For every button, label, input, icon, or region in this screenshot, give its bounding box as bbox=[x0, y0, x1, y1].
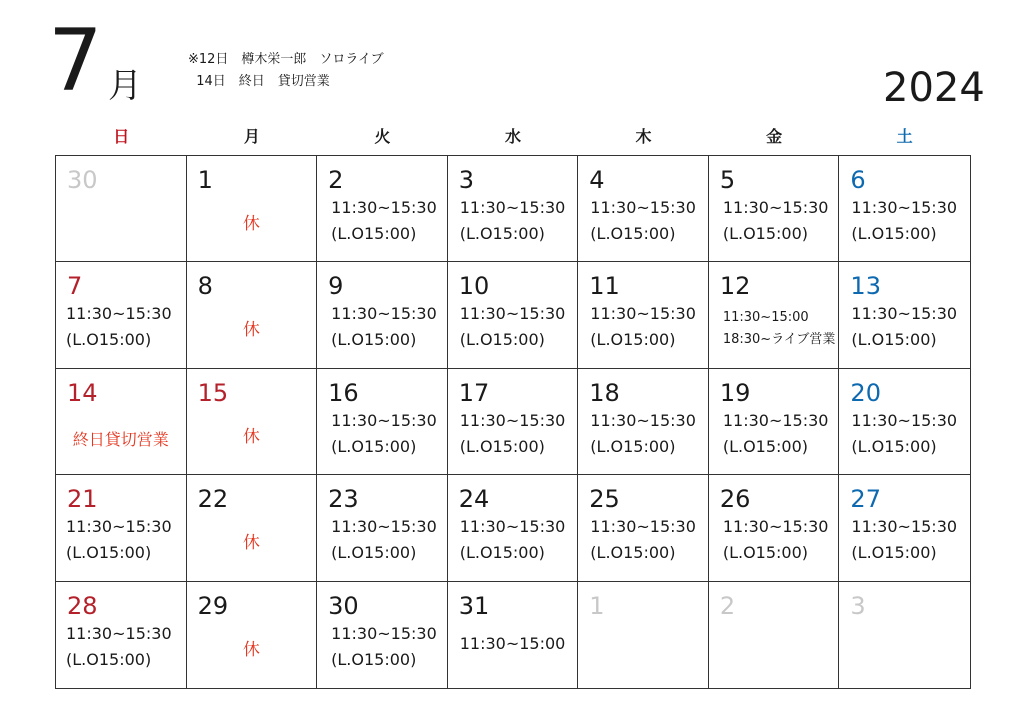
month-number: 7 bbox=[48, 11, 103, 111]
day-number: 3 bbox=[850, 591, 866, 620]
day-number: 11 bbox=[589, 272, 620, 301]
business-hours: 11:30~15:30 bbox=[459, 410, 566, 430]
day-number: 16 bbox=[328, 378, 359, 407]
day-number: 1 bbox=[197, 166, 213, 194]
business-hours: 11:30~15:30 bbox=[331, 517, 437, 537]
calendar-day-cell bbox=[709, 582, 840, 688]
last-order: (L.O15:00) bbox=[722, 224, 809, 243]
business-hours: 11:30~15:30 bbox=[722, 517, 829, 537]
day-number: 13 bbox=[850, 272, 881, 301]
note-line-1: ※12日 樽木栄一郎 ソロライブ bbox=[188, 52, 384, 67]
calendar-day-cell bbox=[187, 369, 318, 475]
day-number: 29 bbox=[197, 591, 229, 620]
day-number: 4 bbox=[589, 166, 605, 194]
year: 2024 bbox=[883, 65, 985, 111]
day-number: 31 bbox=[458, 591, 490, 620]
calendar-day-cell bbox=[578, 262, 709, 368]
weekday-fri: 金 bbox=[766, 127, 783, 146]
calendar-day-cell bbox=[578, 156, 709, 262]
business-hours: 11:30~15:30 bbox=[459, 198, 566, 217]
day-number: 8 bbox=[197, 272, 213, 301]
calendar-day-cell bbox=[578, 475, 709, 581]
calendar-day-cell bbox=[56, 156, 187, 262]
calendar-day-cell bbox=[448, 369, 579, 475]
day-number: 21 bbox=[67, 485, 98, 514]
last-order: (L.O15:00) bbox=[459, 436, 545, 456]
calendar-day-cell bbox=[317, 156, 448, 262]
closed-label: 休 bbox=[242, 214, 260, 234]
calendar-day-cell bbox=[56, 369, 187, 475]
closed-label: 休 bbox=[242, 320, 260, 341]
day-number: 24 bbox=[458, 485, 490, 514]
calendar-day-cell bbox=[448, 156, 579, 262]
last-order: (L.O15:00) bbox=[851, 436, 937, 456]
business-hours: 11:30~15:30 bbox=[851, 198, 958, 217]
last-order: (L.O15:00) bbox=[459, 330, 545, 350]
last-order: (L.O15:00) bbox=[331, 330, 417, 350]
business-hours: 11:30~15:30 bbox=[590, 517, 696, 537]
calendar-day-cell bbox=[448, 475, 579, 581]
calendar-grid bbox=[55, 155, 971, 689]
business-hours: 11:30~15:30 bbox=[590, 410, 696, 430]
calendar-day-cell bbox=[187, 156, 318, 262]
business-hours: 11:30~15:30 bbox=[331, 304, 437, 324]
calendar-day-cell bbox=[56, 582, 187, 688]
calendar-day-cell bbox=[187, 475, 318, 581]
day-number: 5 bbox=[719, 166, 736, 194]
weekday-header-row bbox=[56, 124, 970, 152]
business-hours: 11:30~15:30 bbox=[851, 517, 958, 537]
weekday-tue: 火 bbox=[374, 127, 391, 146]
business-hours: 11:30~15:30 bbox=[459, 304, 566, 324]
last-order: (L.O15:00) bbox=[331, 649, 417, 669]
calendar-day-cell bbox=[709, 156, 840, 262]
calendar-day-cell bbox=[709, 262, 840, 368]
calendar-day-cell bbox=[709, 369, 840, 475]
calendar-day-cell bbox=[839, 475, 970, 581]
last-order: (L.O15:00) bbox=[722, 543, 809, 563]
last-order: (L.O15:00) bbox=[66, 649, 152, 669]
calendar-day-cell bbox=[317, 475, 448, 581]
calendar-day-cell bbox=[317, 262, 448, 368]
business-hours: 11:30~15:30 bbox=[459, 517, 566, 537]
day-number: 30 bbox=[328, 591, 359, 620]
last-order: (L.O15:00) bbox=[590, 436, 676, 456]
month-kanji: 月 bbox=[108, 66, 142, 106]
business-hours: 11:30~15:30 bbox=[331, 410, 437, 430]
business-hours: 11:30~15:30 bbox=[722, 198, 829, 217]
last-order: (L.O15:00) bbox=[851, 224, 937, 243]
day-number: 10 bbox=[458, 272, 490, 301]
business-hours: 11:30~15:30 bbox=[722, 410, 829, 430]
last-order: (L.O15:00) bbox=[590, 330, 676, 350]
last-order: (L.O15:00) bbox=[459, 543, 545, 563]
closed-label: 休 bbox=[242, 533, 260, 554]
calendar-day-cell bbox=[839, 262, 970, 368]
weekday-sun: 日 bbox=[113, 127, 130, 146]
last-order: (L.O15:00) bbox=[590, 543, 676, 563]
business-hours: 11:30~15:30 bbox=[590, 304, 696, 324]
calendar-day-cell bbox=[578, 369, 709, 475]
last-order: (L.O15:00) bbox=[331, 224, 417, 243]
day-number: 27 bbox=[850, 485, 881, 514]
weekday-mon: 月 bbox=[243, 127, 260, 146]
private-booking-label: 終日貸切営業 bbox=[72, 429, 169, 449]
day-number: 12 bbox=[719, 272, 751, 301]
last-order: (L.O15:00) bbox=[459, 224, 545, 243]
calendar-day-cell bbox=[448, 262, 579, 368]
day-number: 2 bbox=[719, 591, 736, 620]
closed-label: 休 bbox=[242, 639, 260, 660]
day-number: 25 bbox=[589, 485, 620, 514]
calendar-day-cell bbox=[578, 582, 709, 688]
business-hours: 11:30~15:30 bbox=[66, 304, 172, 324]
calendar-day-cell bbox=[317, 582, 448, 688]
last-order: (L.O15:00) bbox=[331, 543, 417, 563]
closed-label: 休 bbox=[242, 426, 260, 447]
day-number: 7 bbox=[67, 272, 83, 301]
weekday-thu: 木 bbox=[635, 127, 652, 146]
weekday-wed: 水 bbox=[504, 127, 521, 146]
day-number: 1 bbox=[589, 591, 605, 620]
business-hours: 11:30~15:00 bbox=[459, 633, 566, 653]
day-number: 20 bbox=[850, 378, 881, 407]
business-hours: 11:30~15:00 bbox=[722, 310, 809, 326]
calendar-day-cell bbox=[56, 262, 187, 368]
day-number: 26 bbox=[719, 485, 751, 514]
day-number: 28 bbox=[67, 591, 98, 620]
last-order: (L.O15:00) bbox=[66, 543, 152, 563]
day-number: 9 bbox=[328, 272, 344, 301]
day-number: 14 bbox=[67, 378, 98, 407]
note-line-2: 14日 終日 貸切営業 bbox=[188, 74, 330, 89]
calendar-day-cell bbox=[839, 156, 970, 262]
day-number: 18 bbox=[589, 378, 620, 407]
last-order: (L.O15:00) bbox=[851, 330, 937, 350]
day-number: 17 bbox=[458, 378, 490, 407]
day-number: 23 bbox=[328, 485, 359, 514]
calendar-day-cell bbox=[187, 582, 318, 688]
day-number: 15 bbox=[197, 378, 229, 407]
day-number: 30 bbox=[67, 166, 98, 194]
last-order: (L.O15:00) bbox=[331, 436, 417, 456]
day-number: 3 bbox=[458, 166, 474, 194]
last-order: (L.O15:00) bbox=[590, 224, 676, 243]
business-hours: 11:30~15:30 bbox=[66, 623, 172, 643]
calendar-day-cell bbox=[56, 475, 187, 581]
day-number: 2 bbox=[328, 166, 344, 194]
day-number: 6 bbox=[850, 166, 866, 194]
day-number: 19 bbox=[719, 378, 751, 407]
calendar-day-cell bbox=[448, 582, 579, 688]
business-hours: 11:30~15:30 bbox=[851, 304, 958, 324]
business-hours: 11:30~15:30 bbox=[590, 198, 696, 217]
weekday-sat: 土 bbox=[896, 127, 913, 146]
business-hours: 11:30~15:30 bbox=[66, 517, 172, 537]
business-hours: 11:30~15:30 bbox=[331, 623, 437, 643]
business-hours: 11:30~15:30 bbox=[851, 410, 958, 430]
calendar-day-cell bbox=[839, 582, 970, 688]
calendar-day-cell bbox=[839, 369, 970, 475]
calendar-day-cell bbox=[187, 262, 318, 368]
last-order: (L.O15:00) bbox=[66, 330, 152, 350]
calendar-day-cell bbox=[317, 369, 448, 475]
day-number: 22 bbox=[197, 485, 229, 514]
business-hours: 11:30~15:30 bbox=[331, 198, 437, 217]
calendar-day-cell bbox=[709, 475, 840, 581]
last-order: (L.O15:00) bbox=[851, 543, 937, 563]
last-order: (L.O15:00) bbox=[722, 436, 809, 456]
live-hours: 18:30~ライブ営業 bbox=[722, 332, 836, 348]
